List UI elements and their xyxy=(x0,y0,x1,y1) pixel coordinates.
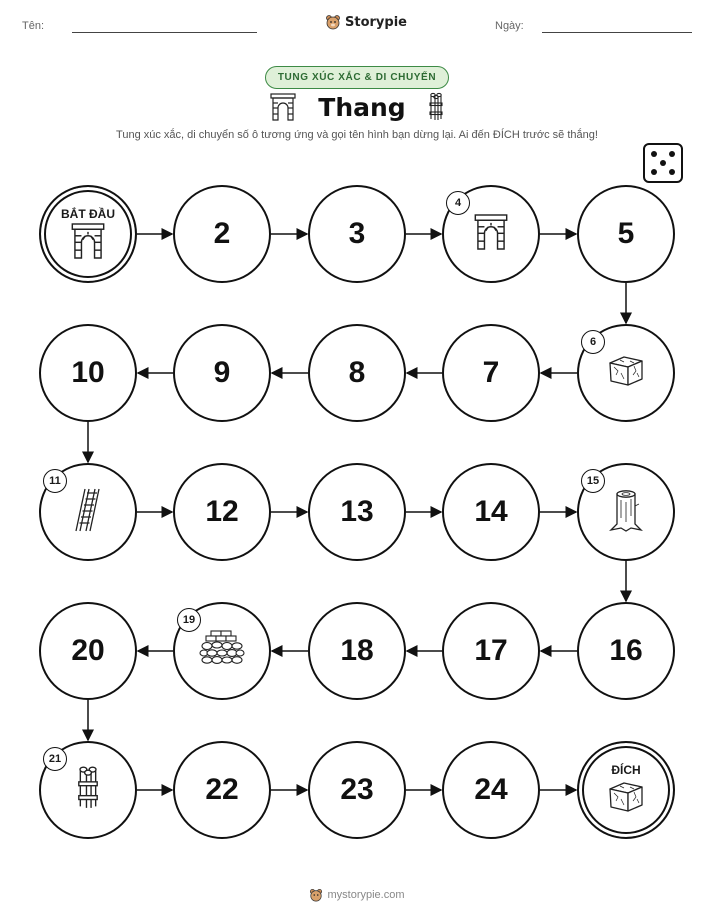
space-number-badge: 11 xyxy=(43,469,67,493)
ladder-icon xyxy=(73,487,103,538)
space-number: 13 xyxy=(340,495,374,528)
space-number: 12 xyxy=(205,495,239,528)
start-label: BẮT ĐẦU xyxy=(61,207,115,221)
space-number: 23 xyxy=(340,773,374,806)
board-space-17 xyxy=(442,602,540,700)
brand-name: Storypie xyxy=(345,14,407,30)
board-space-23 xyxy=(308,741,406,839)
space-number: 9 xyxy=(213,356,231,389)
page-title: Thang xyxy=(318,92,406,122)
space-number: 2 xyxy=(213,217,231,250)
board-space-7 xyxy=(442,324,540,422)
space-number: 3 xyxy=(348,217,366,250)
space-number: 10 xyxy=(71,356,105,389)
space-number-badge: 21 xyxy=(43,747,67,771)
board-space-3 xyxy=(308,185,406,283)
board-space-19 xyxy=(173,602,271,700)
bear-mascot-icon xyxy=(309,888,323,902)
board-space-2 xyxy=(173,185,271,283)
board-space-22 xyxy=(173,741,271,839)
stone-block-icon xyxy=(606,779,646,820)
board-space-13 xyxy=(308,463,406,561)
space-number-badge: 4 xyxy=(446,191,470,215)
footer-url[interactable]: mystorypie.com xyxy=(327,889,405,901)
board-space-6 xyxy=(577,324,675,422)
board-space-16 xyxy=(577,602,675,700)
board-space-18 xyxy=(308,602,406,700)
board-space-24 xyxy=(442,741,540,839)
board-space-4 xyxy=(442,185,540,283)
board-space-10 xyxy=(39,324,137,422)
date-label: Ngày: xyxy=(495,20,524,32)
board-space-14 xyxy=(442,463,540,561)
space-number: 17 xyxy=(474,634,508,667)
board-space-11 xyxy=(39,463,137,561)
space-number: 14 xyxy=(474,495,508,528)
footer xyxy=(309,888,404,902)
board-space-21 xyxy=(39,741,137,839)
tree-stump-icon xyxy=(609,488,643,537)
stone-wall-icon xyxy=(199,629,245,674)
board-space-8 xyxy=(308,324,406,422)
space-number-badge: 6 xyxy=(581,330,605,354)
space-number-badge: 15 xyxy=(581,469,605,493)
space-number: 5 xyxy=(617,217,635,250)
board-space-1 xyxy=(39,185,137,283)
board-space-12 xyxy=(173,463,271,561)
log-bundle-icon xyxy=(75,765,101,816)
board-space-25 xyxy=(577,741,675,839)
name-label: Tên: xyxy=(22,20,45,32)
game-subtitle-badge: TUNG XÚC XẮC & DI CHUYỂN xyxy=(265,66,449,89)
space-number: 8 xyxy=(348,356,366,389)
instructions: Tung xúc xắc, di chuyển số ô tương ứng và gọi tên hình bạn dừng lại. Ai đến ĐÍCH trước sẽ thắng! xyxy=(116,129,598,141)
space-number-badge: 19 xyxy=(177,608,201,632)
space-number: 7 xyxy=(482,356,500,389)
board-space-5 xyxy=(577,185,675,283)
space-number: 16 xyxy=(609,634,643,667)
space-number: 24 xyxy=(474,773,508,806)
arch-icon xyxy=(474,212,508,257)
board-space-9 xyxy=(173,324,271,422)
space-number: 20 xyxy=(71,634,105,667)
stone-block-icon xyxy=(606,353,646,394)
board-space-15 xyxy=(577,463,675,561)
arch-icon xyxy=(71,221,105,266)
space-number: 18 xyxy=(340,634,374,667)
finish-label: ĐÍCH xyxy=(611,763,641,777)
space-number: 22 xyxy=(205,773,239,806)
board-space-20 xyxy=(39,602,137,700)
